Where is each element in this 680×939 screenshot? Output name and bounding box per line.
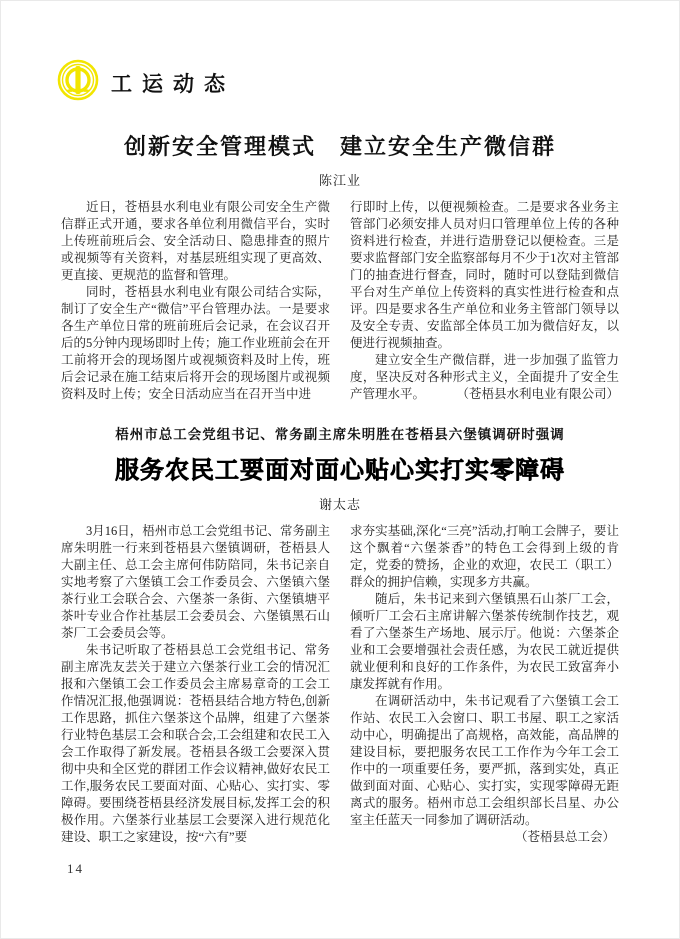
paragraph: 近日，苍梧县水利电业有限公司安全生产微信群正式开通，要求各单位利用微信平台，实时上传班前班后会、安全活动日、隐患排查的照片或视频等有关资料，对基层班组实现了更高效、更直接、更规范的监督和管理。 [61,200,330,282]
article-2-left-column [61,523,330,846]
article-2-author: 谢太志 [318,497,361,512]
article-1-author: 陈江业 [318,173,361,188]
paragraph: 求夯实基础,深化“三亮”活动,打响工会牌子，要让这个飘着“六堡茶香”的特色工会得到上级的肯定，党委的赞扬，企业的欢迎，农民工（职工）群众的拥护信赖，实现多方共赢。 [350,524,619,589]
article-2-kicker: 梧州市总工会党组书记、常务副主席朱明胜在苍梧县六堡镇调研时强调 [115,427,565,442]
article-1-body [61,199,619,403]
paragraph: 3月16日，梧州市总工会党组书记、常务副主席朱明胜一行来到苍梧县六堡镇调研，苍梧县人大副主任、总工会主席何伟防陪同，朱书记亲自实地考察了六堡镇工会工作委员会、六堡镇六堡茶行业工会联合会、六堡茶一条街、六堡镇塘平茶叶专业合作社基层工会委员会、六堡镇黑石山茶厂工会委员会等。 [61,524,330,640]
paragraph: 在调研活动中，朱书记观看了六堡镇工会工作站、农民工入会窗口、职工书屋、职工之家活动中心，明确提出了高规格，高效能，高品牌的建设目标，要把服务农民工工作作为今年工会工作中的一项重要任务，要严抓，落到实处，真正做到面对面、心贴心、实打实，实现零障碍无距离式的服务。梧州市总工会组织部长吕星、办公室主任蓝天一同参加了调研活动。 [350,694,619,827]
article-2-body [61,523,619,846]
paragraph: 行即时上传，以便视频检查。二是要求各业务主管部门必须安排人员对归口管理单位上传的各种资料进行检查，并进行造册登记以便检查。三是要求监督部门安全监察部每月不少于1次对主管部门的抽查进行督查，同时，随时可以登陆到微信平台对生产单位上传资料的真实性进行检查和点评。四是要求各生产单位和业务主管部门领导以及安全专责、安监部全体员工加为微信好友，以便进行视频抽查。 [350,200,619,350]
article-2-attribution: （苍梧县总工会） [514,830,615,844]
paragraph: 随后，朱书记来到六堡镇黑石山茶厂工会，倾听厂工会石主席讲解六堡茶传统制作技艺，观看了六堡茶生产场地、展示厅。他说：六堡茶企业和工会要增强社会责任感，为农民工就近提供就业便利和良好的工作条件，为农民工致富奔小康发挥就有作用。 [350,592,619,691]
article-2 [1,423,679,846]
masthead [57,59,679,106]
paragraph: 朱书记听取了苍梧县总工会党组书记、常务副主席冼友芸关于建立六堡茶行业工会的情况汇报和六堡镇工会工作委员会主席易章奇的工会工作情况汇报,他强调说：苍梧县结合地方特色,创新工作思路，抓住六堡茶这个品牌，组建了六堡茶行业特色基层工会和联合会,工会组建和农民工入会工作取得了新发展。苍梧县各级工会要深入贯彻中央和全区党的群团工作会议精神,做好农民工工作,服务农民工要面对面、心贴心、实打实、零障碍。要围绕苍梧县经济发展目标,发挥工会的积极作用。六堡茶行业基层工会要深入进行规范化建设、职工之家建设，按“六有”要 [61,643,330,844]
article-1-attribution: （苍梧县水利电业有限公司） [456,387,619,401]
trade-union-emblem-icon [57,59,99,106]
paragraph-text: 建立安全生产微信群，进一步加强了监管力度，坚决反对各种形式主义，全面提升了安全生产管理水平。 [350,353,619,401]
article-1-title: 创新安全管理模式 建立安全生产微信群 [123,134,556,159]
paragraph [350,352,619,403]
article-2-right-column [350,523,619,846]
article-1-left-column [61,199,330,403]
page-number: 14 [67,861,84,876]
masthead-title: 工运动态 [111,71,235,96]
paragraph: 同时，苍梧县水利电业有限公司结合实际，制订了安全生产“微信”平台管理办法。一是要求各生产单位日常的班前班后会记录，在会议召开后的5分钟内现场即时上传；施工作业班前会在开工前将开会的现场图片或视频资料及时上传，班后会记录在施工结束后将开会的现场图片或视频资料及时上传；安全日活动应当在召开当中进 [61,285,330,401]
article-1 [1,130,679,403]
article-1-right-column [350,199,619,403]
article-2-title: 服务农民工要面对面心贴心实打实零障碍 [115,457,565,484]
